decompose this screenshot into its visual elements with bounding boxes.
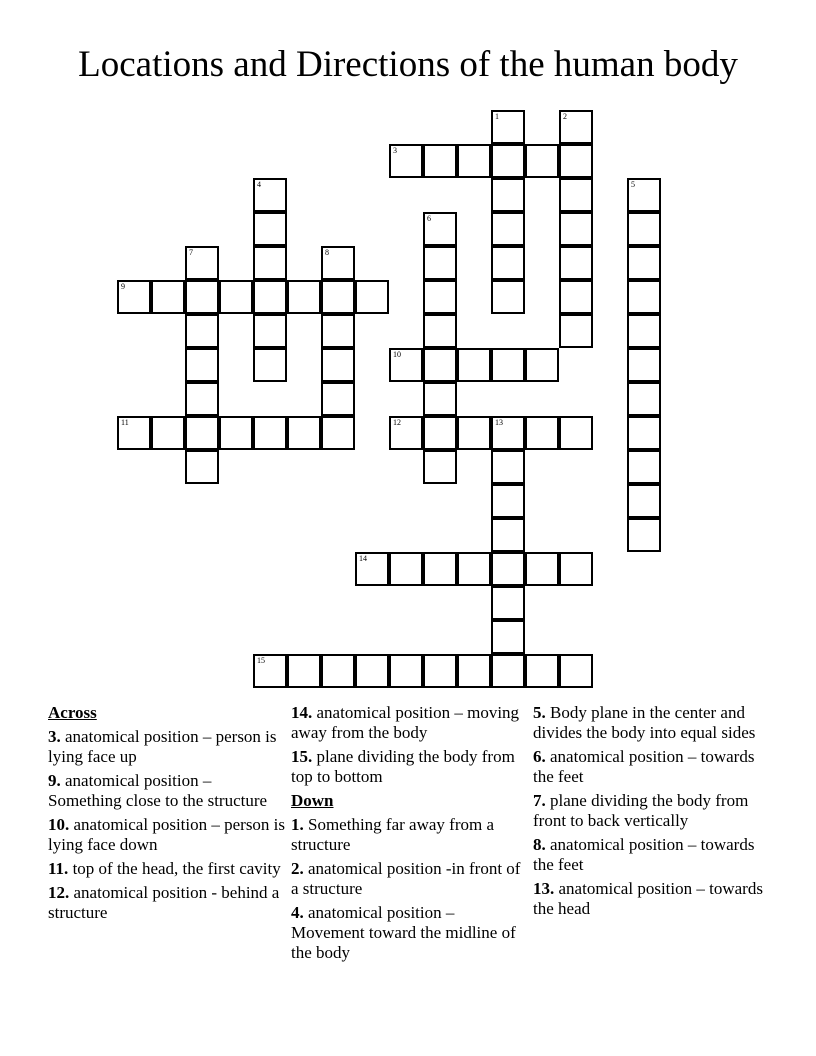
- grid-cell[interactable]: [423, 144, 457, 178]
- grid-cell[interactable]: [321, 348, 355, 382]
- grid-cell[interactable]: [559, 416, 593, 450]
- grid-cell[interactable]: [491, 246, 525, 280]
- clue-number: 1: [495, 112, 499, 121]
- grid-cell[interactable]: [253, 212, 287, 246]
- clue-number: 10: [393, 350, 401, 359]
- grid-cell[interactable]: [389, 416, 423, 450]
- clue-number: 5: [631, 180, 635, 189]
- clues-column-1: [48, 703, 288, 927]
- clue-number: 11: [121, 418, 129, 427]
- clue-across-12: 12. anatomical position - behind a structure: [48, 883, 280, 922]
- across-heading: Across: [48, 703, 97, 722]
- grid-cell[interactable]: [525, 144, 559, 178]
- clue-down-6: 6. anatomical position – towards the feet: [533, 747, 755, 786]
- grid-cell[interactable]: [559, 110, 593, 144]
- clue-down-5: 5. Body plane in the center and divides the body into equal sides: [533, 703, 756, 742]
- grid-cell[interactable]: [185, 416, 219, 450]
- down-heading: Down: [291, 791, 334, 810]
- grid-cell[interactable]: [491, 586, 525, 620]
- clue-number: 8: [325, 248, 329, 257]
- clue-number: 2: [563, 112, 567, 121]
- grid-cell[interactable]: [525, 348, 559, 382]
- clue-number: 6: [427, 214, 431, 223]
- grid-cell[interactable]: [423, 212, 457, 246]
- grid-cell[interactable]: [185, 246, 219, 280]
- grid-cell[interactable]: [525, 416, 559, 450]
- grid-cell[interactable]: [185, 280, 219, 314]
- grid-cell[interactable]: [253, 178, 287, 212]
- grid-cell[interactable]: [185, 348, 219, 382]
- grid-cell[interactable]: [321, 382, 355, 416]
- grid-cell[interactable]: [559, 280, 593, 314]
- clues-column-3: [533, 703, 773, 923]
- grid-cell[interactable]: [151, 416, 185, 450]
- clue-down-8: 8. anatomical position – towards the feet: [533, 835, 755, 874]
- grid-cell[interactable]: [491, 450, 525, 484]
- grid-cell[interactable]: [287, 280, 321, 314]
- grid-cell[interactable]: [219, 416, 253, 450]
- grid-cell[interactable]: [389, 654, 423, 688]
- grid-cell[interactable]: [151, 280, 185, 314]
- grid-cell[interactable]: [627, 314, 661, 348]
- grid-cell[interactable]: [491, 518, 525, 552]
- grid-cell[interactable]: [423, 552, 457, 586]
- clue-across-15: 15. plane dividing the body from top to bottom: [291, 747, 515, 786]
- clue-down-2: 2. anatomical position -in front of a structure: [291, 859, 521, 898]
- grid-cell[interactable]: [627, 178, 661, 212]
- grid-cell[interactable]: [491, 484, 525, 518]
- grid-cell[interactable]: [627, 348, 661, 382]
- grid-cell[interactable]: [423, 348, 457, 382]
- grid-cell[interactable]: [287, 416, 321, 450]
- clue-across-11: 11. top of the head, the first cavity: [48, 859, 281, 878]
- grid-cell[interactable]: [491, 552, 525, 586]
- grid-cell[interactable]: [559, 552, 593, 586]
- grid-cell[interactable]: [117, 416, 151, 450]
- grid-cell[interactable]: [559, 246, 593, 280]
- grid-cell[interactable]: [219, 280, 253, 314]
- grid-cell[interactable]: [559, 314, 593, 348]
- grid-cell[interactable]: [355, 654, 389, 688]
- grid-cell[interactable]: [423, 450, 457, 484]
- grid-cell[interactable]: [389, 144, 423, 178]
- grid-cell[interactable]: [491, 212, 525, 246]
- grid-cell[interactable]: [389, 552, 423, 586]
- clue-number: 9: [121, 282, 125, 291]
- grid-cell[interactable]: [559, 212, 593, 246]
- grid-cell[interactable]: [185, 450, 219, 484]
- clue-across-9: 9. anatomical position – Something close to the structure: [48, 771, 268, 810]
- grid-cell[interactable]: [423, 246, 457, 280]
- clue-across-3: 3. anatomical position – person is lying face up: [48, 727, 277, 766]
- clue-number: 3: [393, 146, 397, 155]
- grid-cell[interactable]: [491, 620, 525, 654]
- clue-number: 13: [495, 418, 503, 427]
- clue-down-4: 4. anatomical position – Movement toward the midline of the body: [291, 903, 516, 962]
- grid-cell[interactable]: [355, 552, 389, 586]
- grid-cell[interactable]: [253, 280, 287, 314]
- grid-cell[interactable]: [627, 382, 661, 416]
- grid-cell[interactable]: [627, 280, 661, 314]
- grid-cell[interactable]: [457, 416, 491, 450]
- grid-cell[interactable]: [423, 314, 457, 348]
- grid-cell[interactable]: [253, 314, 287, 348]
- clues-column-2: [291, 703, 531, 967]
- grid-cell[interactable]: [457, 348, 491, 382]
- grid-cell[interactable]: [491, 178, 525, 212]
- grid-cell[interactable]: [321, 416, 355, 450]
- page-title: Locations and Directions of the human body: [78, 44, 738, 85]
- grid-cell[interactable]: [627, 518, 661, 552]
- grid-cell[interactable]: [491, 144, 525, 178]
- clue-number: 14: [359, 554, 367, 563]
- grid-cell[interactable]: [457, 552, 491, 586]
- grid-cell[interactable]: [457, 654, 491, 688]
- grid-cell[interactable]: [253, 654, 287, 688]
- grid-cell[interactable]: [321, 280, 355, 314]
- grid-cell[interactable]: [627, 450, 661, 484]
- grid-cell[interactable]: [355, 280, 389, 314]
- clue-number: 15: [257, 656, 265, 665]
- grid-cell[interactable]: [525, 552, 559, 586]
- grid-cell[interactable]: [491, 416, 525, 450]
- grid-cell[interactable]: [559, 178, 593, 212]
- clue-across-10: 10. anatomical position – person is lying face down: [48, 815, 286, 854]
- clue-down-1: 1. Something far away from a structure: [291, 815, 494, 854]
- grid-cell[interactable]: [321, 654, 355, 688]
- clue-down-13: 13. anatomical position – towards the head: [533, 879, 763, 918]
- grid-cell[interactable]: [559, 654, 593, 688]
- clue-number: 7: [189, 248, 193, 257]
- grid-cell[interactable]: [491, 110, 525, 144]
- grid-cell[interactable]: [321, 314, 355, 348]
- grid-cell[interactable]: [389, 348, 423, 382]
- grid-cell[interactable]: [525, 654, 559, 688]
- grid-cell[interactable]: [491, 280, 525, 314]
- grid-cell[interactable]: [185, 314, 219, 348]
- grid-cell[interactable]: [253, 246, 287, 280]
- clue-number: 4: [257, 180, 261, 189]
- clue-number: 12: [393, 418, 401, 427]
- grid-cell[interactable]: [423, 654, 457, 688]
- grid-cell[interactable]: [627, 416, 661, 450]
- grid-cell[interactable]: [423, 280, 457, 314]
- grid-cell[interactable]: [185, 382, 219, 416]
- grid-cell[interactable]: [457, 144, 491, 178]
- grid-cell[interactable]: [559, 144, 593, 178]
- grid-cell[interactable]: [253, 416, 287, 450]
- grid-cell[interactable]: [117, 280, 151, 314]
- grid-cell[interactable]: [423, 382, 457, 416]
- grid-cell[interactable]: [321, 246, 355, 280]
- grid-cell[interactable]: [627, 212, 661, 246]
- grid-cell[interactable]: [253, 348, 287, 382]
- grid-cell[interactable]: [491, 654, 525, 688]
- grid-cell[interactable]: [287, 654, 321, 688]
- clue-down-7: 7. plane dividing the body from front to back vertically: [533, 791, 749, 830]
- grid-cell[interactable]: [627, 484, 661, 518]
- grid-cell[interactable]: [423, 416, 457, 450]
- clue-across-14: 14. anatomical position – moving away from the body: [291, 703, 520, 742]
- grid-cell[interactable]: [627, 246, 661, 280]
- grid-cell[interactable]: [491, 348, 525, 382]
